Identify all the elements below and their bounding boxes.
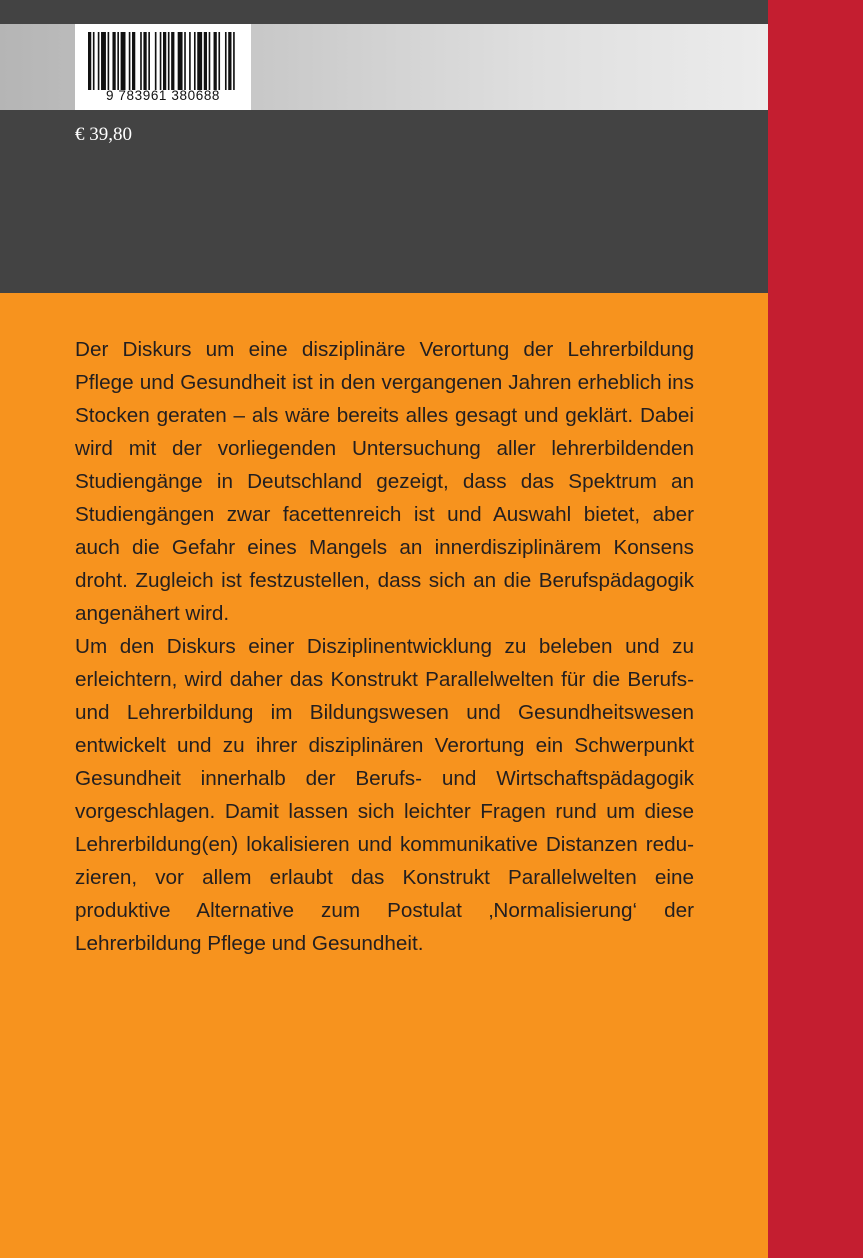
barcode-bar <box>168 32 170 90</box>
barcode-bar <box>101 32 106 90</box>
barcode-bar <box>209 32 211 90</box>
barcode-bar <box>189 32 191 90</box>
barcode-bar <box>197 32 202 90</box>
red-spine <box>768 0 863 1258</box>
barcode-bar <box>194 32 196 90</box>
barcode-bar <box>121 32 126 90</box>
barcode-bar <box>214 32 217 90</box>
barcode-bar <box>160 32 162 90</box>
barcode-bar <box>218 32 220 90</box>
barcode-bar <box>112 32 115 90</box>
barcode-bar <box>148 32 150 90</box>
back-cover-blurb <box>75 333 694 960</box>
barcode-bar <box>163 32 166 90</box>
barcode-bar <box>155 32 157 90</box>
barcode-bar <box>98 32 100 90</box>
barcode-bar <box>108 32 110 90</box>
barcode-bar <box>117 32 119 90</box>
blurb-paragraph-2: Um den Diskurs einer Disziplinentwicklung zu beleben und zu erleichtern, wird daher das Konstrukt Parallelwelten für die Berufs- und Lehrerbildung im Bildungswesen und Gesundheitswesen entwickelt und zu ihrer disziplinären Verortung ein Schwerpunkt Gesundheit innerhalb der Berufs- und Wirtschaftspädagogik vorgeschlagen. Damit lassen sich leichter Fragen rund um diese Lehrerbildung(en) lokalisieren und kommunikative Distanzen reduzieren, vor allem erlaubt das Konstrukt Parallelwelten eine produktive Alternative zum Postulat ‚Normalisierung‘ der Lehrerbildung Pflege und Gesundheit. <box>75 635 694 955</box>
barcode-bar <box>178 32 183 90</box>
barcode-bar <box>88 32 91 90</box>
blurb-paragraph-1: Der Diskurs um eine disziplinäre Verortung der Lehrerbildung Pflege und Gesundheit ist in den vergangenen Jahren erheblich ins Stocken geraten – als wäre bereits alles gesagt und geklärt. Dabei wird mit der vorliegenden Untersuchung aller lehrerbildenden Studiengänge in Deutschland gezeigt, dass das Spektrum an Studiengängen zwar facettenreich ist und Auswahl bietet, aber auch die Gefahr eines Mangels an innerdisziplinärem Konsens droht. Zugleich ist festzustellen, dass sich an die Berufspädagogik angenähert wird. <box>75 338 694 625</box>
barcode-bars <box>88 32 238 90</box>
barcode-bar <box>204 32 207 90</box>
barcode-bar <box>184 32 186 90</box>
barcode-bar <box>143 32 146 90</box>
barcode-bar <box>129 32 131 90</box>
barcode-bar <box>233 32 235 90</box>
barcode-bar <box>93 32 95 90</box>
price-label: € 39,80 <box>75 124 132 145</box>
barcode-bar <box>171 32 174 90</box>
barcode-digits: 9 783961 380688 <box>105 88 221 103</box>
barcode-bar <box>140 32 142 90</box>
barcode-bar <box>228 32 231 90</box>
barcode-bar <box>225 32 227 90</box>
barcode-bar <box>132 32 135 90</box>
top-dark-strip <box>0 0 768 24</box>
isbn-barcode <box>75 24 251 110</box>
